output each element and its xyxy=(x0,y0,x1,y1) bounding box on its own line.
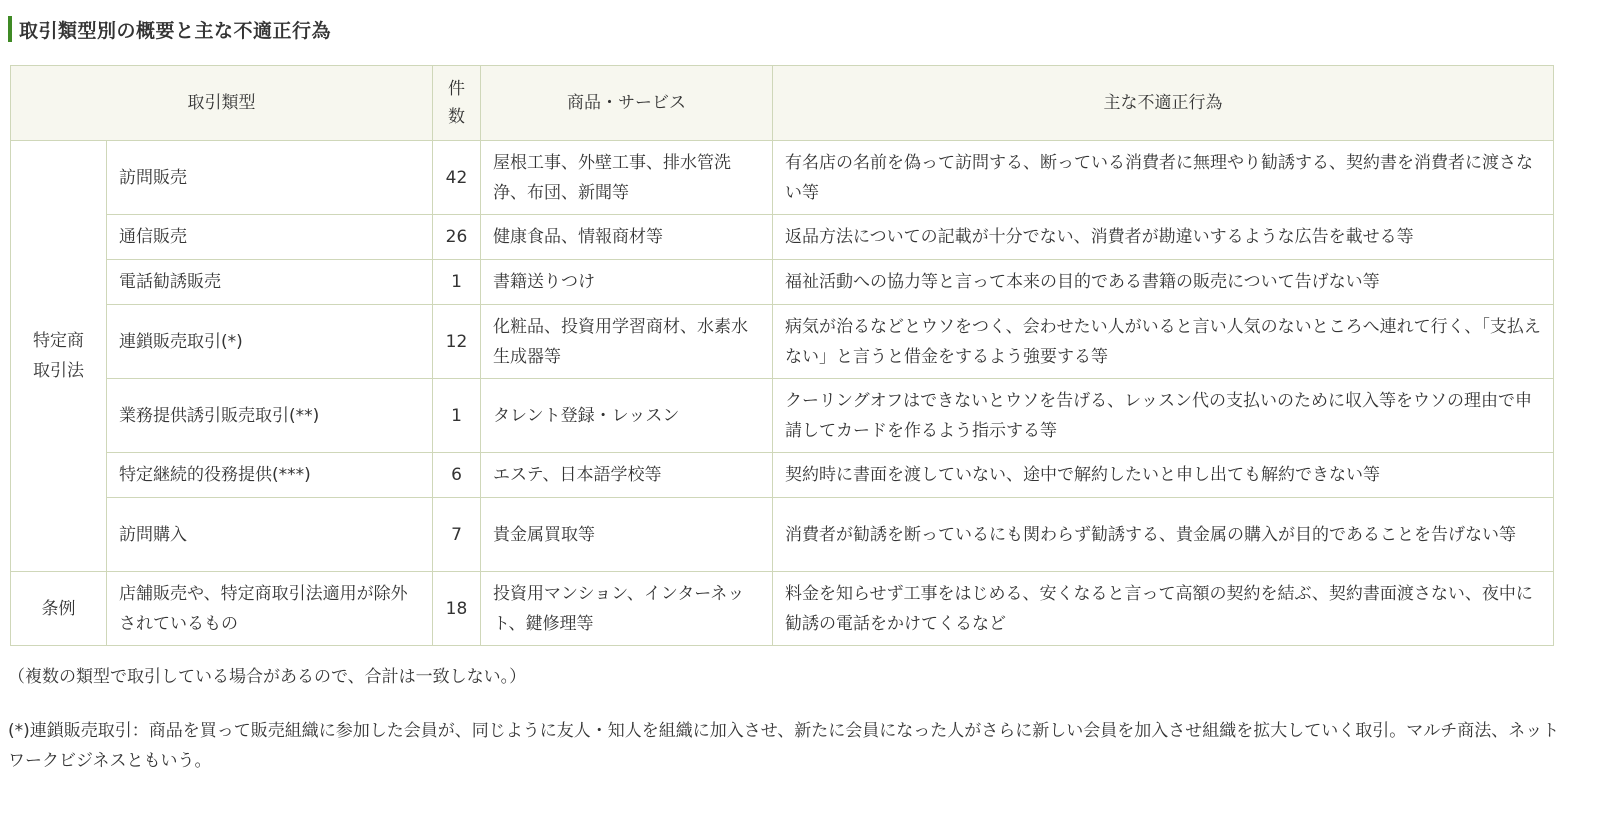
group-cell-commercial-law xyxy=(11,141,107,572)
row-product: エステ、日本語学校等 xyxy=(481,453,773,498)
row-type: 訪問販売 xyxy=(107,141,433,215)
row-count: 7 xyxy=(433,498,481,572)
table-row xyxy=(11,305,1554,379)
footnote-total: （複数の類型で取引している場合があるので、合計は一致しない。） xyxy=(8,667,527,687)
row-misconduct: 消費者が勧誘を断っているにも関わらず勧誘する、貴金属の購入が目的であることを告げない等 xyxy=(773,498,1554,572)
row-misconduct: クーリングオフはできないとウソを告げる、レッスン代の支払いのために収入等をウソの理由で申請してカードを作るよう指示する等 xyxy=(773,379,1554,453)
row-product: 屋根工事、外壁工事、排水管洗浄、布団、新聞等 xyxy=(481,141,773,215)
row-type: 通信販売 xyxy=(107,215,433,260)
table-row xyxy=(11,379,1554,453)
row-count: 18 xyxy=(433,572,481,646)
row-type: 業務提供誘引販売取引(**) xyxy=(107,379,433,453)
row-misconduct: 返品方法についての記載が十分でない、消費者が勘違いするような広告を載せる等 xyxy=(773,215,1554,260)
header-misconduct: 主な不適正行為 xyxy=(773,66,1554,141)
row-product: 投資用マンション、インターネット、鍵修理等 xyxy=(481,572,773,646)
table-row xyxy=(11,260,1554,305)
row-count: 1 xyxy=(433,260,481,305)
group-cell-ordinance xyxy=(11,572,107,646)
row-misconduct: 有名店の名前を偽って訪問する、断っている消費者に無理やり勧誘する、契約書を消費者に渡さない等 xyxy=(773,141,1554,215)
row-product: 化粧品、投資用学習商材、水素水生成器等 xyxy=(481,305,773,379)
header-count xyxy=(433,66,481,141)
page-title-text: 取引類型別の概要と主な不適正行為 xyxy=(19,19,332,42)
row-count: 1 xyxy=(433,379,481,453)
transaction-types-table xyxy=(10,65,1554,646)
header-count-line1: 件 xyxy=(448,79,465,99)
row-product: 健康食品、情報商材等 xyxy=(481,215,773,260)
row-misconduct: 福祉活動への協力等と言って本来の目的である書籍の販売について告げない等 xyxy=(773,260,1554,305)
title-accent-bar xyxy=(8,16,12,42)
header-count-line2: 数 xyxy=(448,107,465,127)
row-misconduct: 病気が治るなどとウソをつく、会わせたい人がいると言い人気のないところへ連れて行く、「支払えない」と言うと借金をするよう強要する等 xyxy=(773,305,1554,379)
footnote-chain-sales: (*)連鎖販売取引：商品を買って販売組織に参加した会員が、同じように友人・知人を組織に加入させ、新たに会員になった人がさらに新しい会員を加入させ組織を拡大していく取引。マルチ商法、ネットワークビジネスともいう。 xyxy=(8,721,1560,771)
header-type: 取引類型 xyxy=(11,66,433,141)
table-header-row xyxy=(11,66,1554,141)
table-row xyxy=(11,498,1554,572)
table-row xyxy=(11,215,1554,260)
table-row xyxy=(11,453,1554,498)
page-title xyxy=(8,14,331,44)
row-misconduct: 料金を知らせず工事をはじめる、安くなると言って高額の契約を結ぶ、契約書面渡さない、夜中に勧誘の電話をかけてくるなど xyxy=(773,572,1554,646)
group-label: 特定商取引法 xyxy=(33,331,84,381)
row-type: 連鎖販売取引(*) xyxy=(107,305,433,379)
row-type: 訪問購入 xyxy=(107,498,433,572)
row-count: 6 xyxy=(433,453,481,498)
row-count: 26 xyxy=(433,215,481,260)
row-count: 42 xyxy=(433,141,481,215)
row-product: 書籍送りつけ xyxy=(481,260,773,305)
table-row xyxy=(11,141,1554,215)
header-product: 商品・サービス xyxy=(481,66,773,141)
row-type: 店舗販売や、特定商取引法適用が除外されているもの xyxy=(107,572,433,646)
row-count: 12 xyxy=(433,305,481,379)
row-type: 特定継続的役務提供(***) xyxy=(107,453,433,498)
row-type: 電話勧誘販売 xyxy=(107,260,433,305)
row-product: 貴金属買取等 xyxy=(481,498,773,572)
row-misconduct: 契約時に書面を渡していない、途中で解約したいと申し出ても解約できない等 xyxy=(773,453,1554,498)
row-product: タレント登録・レッスン xyxy=(481,379,773,453)
group-label: 条例 xyxy=(41,598,76,619)
table-row xyxy=(11,572,1554,646)
